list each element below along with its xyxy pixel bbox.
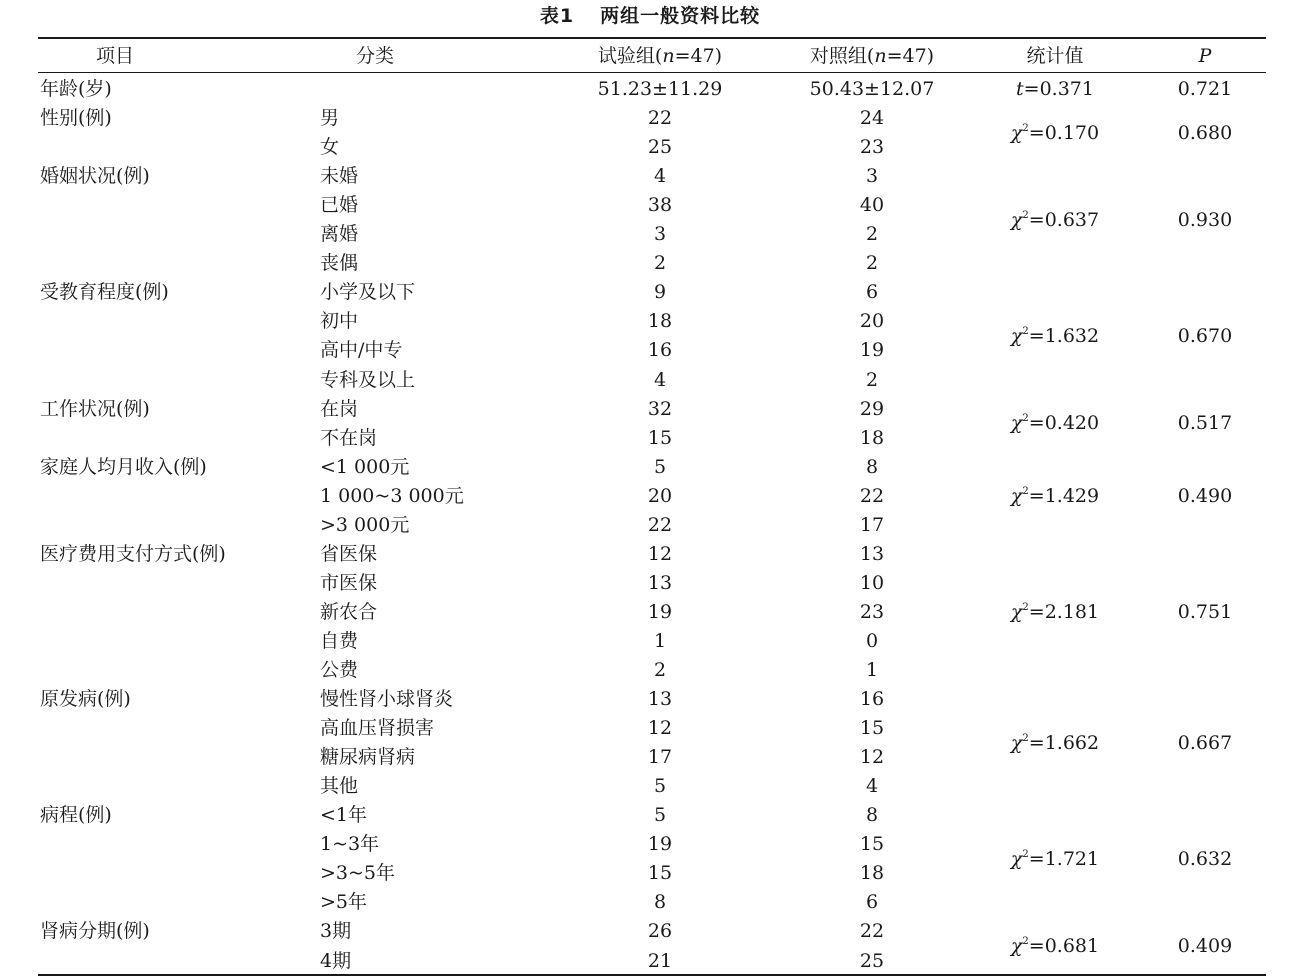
row-category: 市医保	[320, 571, 378, 594]
p-value: 0.490	[1177, 484, 1233, 507]
row-group2-value: 18	[859, 862, 885, 885]
row-category: 初中	[320, 310, 359, 333]
stat-value: $\chi^2=0.681$	[1010, 934, 1100, 957]
row-category: 新农合	[320, 600, 378, 623]
row-category: 省医保	[320, 542, 378, 565]
row-item-label: 性别(例)	[40, 107, 112, 130]
row-group1-value: 1	[653, 629, 667, 652]
row-group1-value: 3	[653, 223, 667, 246]
row-category: 1 000~3 000元	[320, 484, 464, 507]
row-category: 高中/中专	[320, 339, 403, 362]
p-value: 0.632	[1177, 847, 1233, 870]
row-category: 糖尿病肾病	[320, 746, 416, 769]
row-group2-value: 8	[865, 804, 879, 827]
row-group2-value: 25	[859, 949, 885, 972]
row-group1-value: 4	[653, 165, 667, 188]
row-group2-value: 2	[865, 223, 879, 246]
stat-value: $\chi^2=0.420$	[1010, 412, 1100, 435]
p-value: 0.409	[1177, 934, 1233, 957]
row-item-label: 工作状况(例)	[40, 397, 150, 420]
row-category: 在岗	[320, 397, 359, 420]
row-group1-value: 5	[653, 455, 667, 478]
row-group1-value: 51.23±11.29	[597, 78, 723, 100]
p-value: 0.670	[1177, 324, 1233, 347]
row-group2-value: 22	[859, 920, 885, 943]
row-group2-value: 2	[865, 252, 879, 275]
row-item-label: 年龄(岁)	[40, 78, 112, 100]
row-category: 专科及以上	[320, 368, 416, 391]
stat-value: t=0.371	[1016, 78, 1094, 100]
row-group2-value: 6	[865, 281, 879, 304]
row-group1-value: 25	[647, 136, 673, 159]
p-value: 0.667	[1177, 731, 1233, 754]
row-group1-value: 15	[647, 426, 673, 449]
header-item: 项目	[95, 45, 134, 67]
row-item-label: 受教育程度(例)	[40, 281, 169, 304]
row-group2-value: 18	[859, 426, 885, 449]
header-category: 分类	[355, 45, 394, 67]
row-group2-value: 23	[859, 600, 885, 623]
row-group2-value: 12	[859, 746, 885, 769]
row-category: 慢性肾小球肾炎	[320, 688, 454, 711]
row-group1-value: 26	[647, 920, 673, 943]
row-group2-value: 17	[859, 513, 885, 536]
row-group1-value: 5	[653, 775, 667, 798]
header-group2: 对照组(n=47)	[809, 45, 935, 67]
row-group1-value: 12	[647, 717, 673, 740]
row-category: >3 000元	[320, 513, 410, 536]
header-stat: 统计值	[1026, 45, 1084, 67]
row-item-label: 原发病(例)	[40, 688, 131, 711]
row-category: <1年	[320, 804, 368, 827]
row-category: 男	[320, 107, 340, 130]
row-category: 丧偶	[320, 252, 359, 275]
row-group2-value: 6	[865, 891, 879, 914]
row-group1-value: 32	[647, 397, 673, 420]
row-item-label: 家庭人均月收入(例)	[40, 455, 207, 478]
row-group1-value: 13	[647, 688, 673, 711]
row-group2-value: 13	[859, 542, 885, 565]
row-category: 自费	[320, 629, 359, 652]
row-category: 3期	[320, 920, 352, 943]
header-group1: 试验组(n=47)	[597, 45, 723, 67]
row-category: 已婚	[320, 194, 359, 217]
row-group1-value: 2	[653, 659, 667, 681]
row-category: <1 000元	[320, 455, 410, 478]
row-category: 不在岗	[320, 426, 378, 449]
row-group1-value: 19	[647, 600, 673, 623]
row-group2-value: 40	[859, 194, 885, 217]
row-category: 女	[320, 136, 340, 159]
row-group2-value: 22	[859, 484, 885, 507]
row-group2-value: 50.43±12.07	[809, 78, 935, 100]
table-header	[0, 40, 1300, 71]
row-group2-value: 10	[859, 571, 885, 594]
row-group2-value: 16	[859, 688, 885, 711]
stat-value: $\chi^2=0.637$	[1010, 208, 1100, 231]
row-group1-value: 15	[647, 862, 673, 885]
stat-value: $\chi^2=2.181$	[1010, 600, 1100, 623]
row-group2-value: 3	[865, 165, 879, 188]
row-group1-value: 17	[647, 746, 673, 769]
table-title	[0, 4, 1300, 28]
row-group1-value: 38	[647, 194, 673, 217]
row-category: 离婚	[320, 223, 359, 246]
p-value: 0.721	[1177, 78, 1233, 100]
row-category: >3~5年	[320, 862, 396, 885]
table-caption: 两组一般资料比较	[600, 5, 761, 27]
row-category: 公费	[320, 659, 359, 681]
stat-value: $\chi^2=1.429$	[1010, 484, 1100, 507]
stat-value: $\chi^2=1.721$	[1010, 847, 1100, 870]
top-rule	[38, 37, 1266, 39]
p-value: 0.517	[1177, 412, 1233, 435]
row-group1-value: 4	[653, 368, 667, 391]
row-group2-value: 4	[865, 775, 879, 798]
row-group1-value: 22	[647, 513, 673, 536]
row-group1-value: 22	[647, 107, 673, 130]
row-group1-value: 8	[653, 891, 667, 914]
row-group1-value: 19	[647, 833, 673, 856]
row-group2-value: 24	[859, 107, 885, 130]
row-group1-value: 9	[653, 281, 667, 304]
header-rule	[38, 72, 1266, 73]
bottom-rule	[38, 974, 1266, 976]
row-item-label: 病程(例)	[40, 804, 112, 827]
row-group2-value: 20	[859, 310, 885, 333]
row-group1-value: 12	[647, 542, 673, 565]
row-group2-value: 2	[865, 368, 879, 391]
p-value: 0.680	[1177, 121, 1233, 144]
row-category: >5年	[320, 891, 368, 914]
row-category: 1~3年	[320, 833, 380, 856]
row-group2-value: 23	[859, 136, 885, 159]
row-group2-value: 15	[859, 833, 885, 856]
row-category: 未婚	[320, 165, 359, 188]
row-group2-value: 8	[865, 455, 879, 478]
row-group1-value: 16	[647, 339, 673, 362]
row-item-label: 医疗费用支付方式(例)	[40, 542, 226, 565]
row-group2-value: 29	[859, 397, 885, 420]
header-p: P	[1198, 45, 1212, 67]
table-number: 表1	[539, 5, 575, 27]
row-group2-value: 15	[859, 717, 885, 740]
row-item-label: 肾病分期(例)	[40, 920, 150, 943]
row-group2-value: 1	[865, 659, 879, 681]
row-group1-value: 13	[647, 571, 673, 594]
p-value: 0.930	[1177, 208, 1233, 231]
row-group1-value: 5	[653, 804, 667, 827]
row-group1-value: 21	[647, 949, 673, 972]
row-group1-value: 2	[653, 252, 667, 275]
row-category: 其他	[320, 775, 359, 798]
stat-value: $\chi^2=1.662$	[1010, 731, 1100, 754]
row-group1-value: 20	[647, 484, 673, 507]
row-category: 4期	[320, 949, 352, 972]
row-item-label: 婚姻状况(例)	[40, 165, 150, 188]
row-group2-value: 0	[865, 629, 879, 652]
row-category: 小学及以下	[320, 281, 416, 304]
p-value: 0.751	[1177, 600, 1233, 623]
stat-value: $\chi^2=0.170$	[1010, 121, 1100, 144]
row-group1-value: 18	[647, 310, 673, 333]
stat-value: $\chi^2=1.632$	[1010, 324, 1100, 347]
row-category: 高血压肾损害	[320, 717, 435, 740]
row-group2-value: 19	[859, 339, 885, 362]
